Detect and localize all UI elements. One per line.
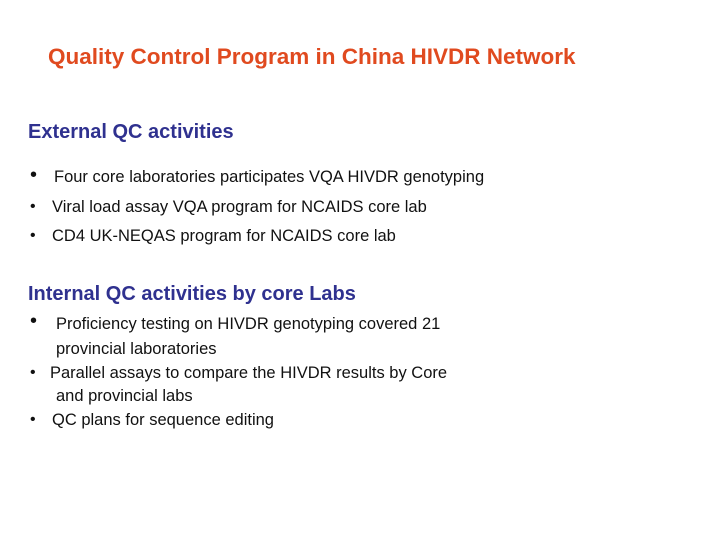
bullet-marker: • [30, 164, 38, 186]
internal-qc-item-line: Proficiency testing on HIVDR genotyping covered 21 [56, 315, 441, 333]
slide-title: Quality Control Program in China HIVDR Network [48, 44, 576, 69]
external-qc-item: Viral load assay VQA program for NCAIDS core lab [52, 198, 427, 216]
bullet-marker: • [30, 198, 36, 215]
bullet-marker: • [30, 310, 38, 332]
bullet-marker: • [30, 364, 36, 381]
bullet-marker: • [30, 227, 36, 244]
external-qc-item: CD4 UK-NEQAS program for NCAIDS core lab [52, 227, 396, 245]
internal-qc-item-line: provincial laboratories [56, 340, 217, 358]
external-qc-item: Four core laboratories participates VQA HIVDR genotyping [54, 168, 485, 186]
internal-qc-item-line: QC plans for sequence editing [52, 411, 274, 429]
internal-qc-heading: Internal QC activities by core Labs [28, 283, 356, 305]
external-qc-heading: External QC activities [28, 121, 234, 143]
bullet-marker: • [30, 411, 36, 428]
internal-qc-item-line: Parallel assays to compare the HIVDR results by Core [50, 364, 448, 382]
internal-qc-item-line: and provincial labs [56, 387, 193, 405]
